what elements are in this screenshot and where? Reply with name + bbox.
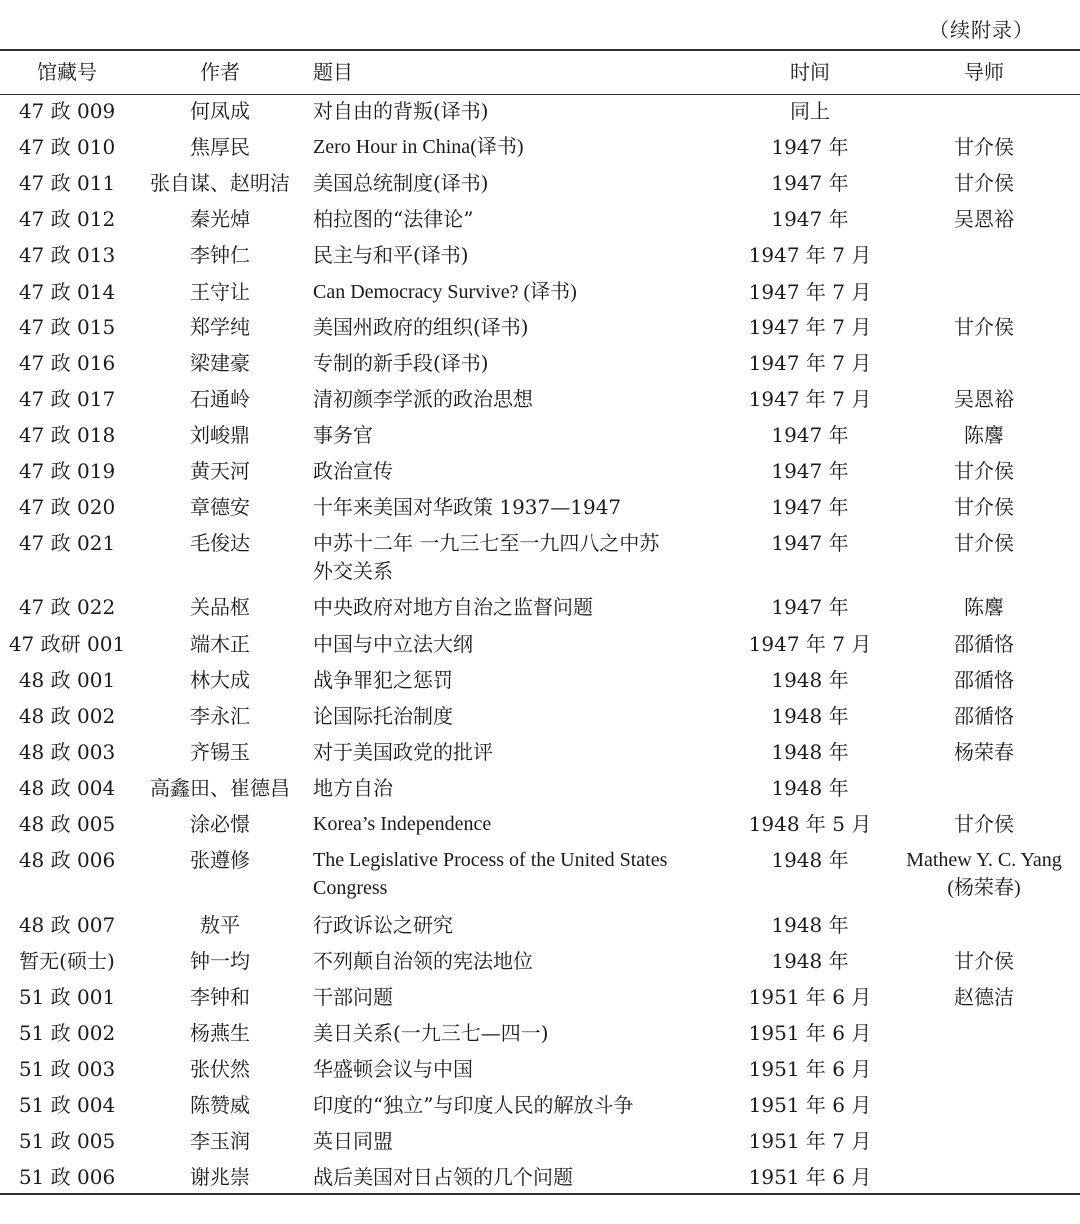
cell-id: 47 政 009 (18, 99, 116, 123)
cell-date: 1948 年 (771, 668, 849, 692)
cell-author: 涂必憬 (190, 812, 250, 836)
table-continuation-caption: （续附录） (929, 18, 1034, 42)
cell-author: 敖平 (200, 913, 240, 937)
header-date: 时间 (790, 60, 830, 84)
cell-author: 杨燕生 (190, 1021, 250, 1045)
cell-id: 51 政 005 (18, 1129, 116, 1153)
cell-id: 51 政 001 (18, 985, 116, 1009)
cell-date: 1948 年 (771, 776, 849, 800)
cell-author: 黄天河 (190, 459, 250, 483)
cell-advisor: 陈麐 (964, 423, 1004, 447)
cell-author: 李永汇 (190, 704, 250, 728)
cell-date: 同上 (790, 99, 830, 123)
cell-title: 行政诉讼之研究 (313, 913, 453, 937)
cell-id: 51 政 006 (18, 1165, 116, 1189)
cell-id: 47 政 012 (18, 207, 116, 231)
cell-advisor: 吴恩裕 (954, 207, 1014, 231)
header-author: 作者 (200, 60, 240, 84)
cell-advisor: Mathew Y. C. Yang (杨荣春) (906, 849, 1062, 899)
cell-title: 中央政府对地方自治之监督问题 (313, 595, 593, 619)
cell-id: 48 政 001 (18, 668, 116, 692)
cell-id: 暂无(硕士) (19, 949, 115, 973)
cell-author: 张伏然 (190, 1057, 250, 1081)
cell-id: 48 政 004 (18, 776, 116, 800)
cell-author: 焦厚民 (190, 135, 250, 159)
cell-title: Can Democracy Survive? (译书) (313, 281, 577, 303)
cell-id: 48 政 007 (18, 913, 116, 937)
table-header (0, 58, 1080, 86)
cell-advisor: 甘介侯 (954, 135, 1014, 159)
cell-advisor: 甘介侯 (954, 495, 1014, 519)
cell-title: Korea’s Independence (313, 813, 492, 835)
cell-title: The Legislative Process of the United States Congress (313, 849, 668, 899)
cell-title: 专制的新手段(译书) (313, 351, 489, 375)
cell-author: 刘峻鼎 (190, 423, 250, 447)
cell-id: 47 政 015 (18, 315, 116, 339)
cell-author: 李钟仁 (190, 243, 250, 267)
cell-title: 印度的“独立”与印度人民的解放斗争 (313, 1093, 634, 1117)
cell-date: 1951 年 6 月 (748, 1021, 872, 1045)
cell-title: 民主与和平(译书) (313, 243, 469, 267)
cell-date: 1948 年 (771, 949, 849, 973)
cell-advisor: 甘介侯 (954, 171, 1014, 195)
cell-date: 1947 年 (771, 207, 849, 231)
cell-advisor: 吴恩裕 (954, 387, 1014, 411)
cell-author: 高鑫田、崔德昌 (150, 776, 290, 800)
cell-date: 1948 年 (771, 704, 849, 728)
cell-id: 47 政 021 (18, 531, 116, 555)
cell-id: 47 政 016 (18, 351, 116, 375)
cell-advisor: 邵循恪 (954, 668, 1014, 692)
cell-author: 谢兆崇 (190, 1165, 250, 1189)
cell-date: 1951 年 7 月 (748, 1129, 872, 1153)
cell-date: 1948 年 (771, 848, 849, 872)
cell-date: 1947 年 7 月 (748, 387, 872, 411)
cell-title: 美国总统制度(译书) (313, 171, 489, 195)
cell-title: 政治宣传 (313, 459, 393, 483)
cell-title: Zero Hour in China(译书) (313, 136, 524, 158)
cell-date: 1947 年 7 月 (748, 243, 872, 267)
cell-id: 47 政 017 (18, 387, 116, 411)
cell-date: 1948 年 (771, 913, 849, 937)
cell-author: 钟一均 (190, 949, 250, 973)
cell-title: 不列颠自治领的宪法地位 (313, 949, 533, 973)
cell-title: 战争罪犯之惩罚 (313, 668, 453, 692)
cell-date: 1951 年 6 月 (748, 1057, 872, 1081)
cell-date: 1948 年 5 月 (748, 812, 872, 836)
cell-author: 章德安 (190, 495, 250, 519)
cell-title: 地方自治 (313, 776, 393, 800)
cell-advisor: 赵德洁 (954, 985, 1014, 1009)
cell-title: 十年来美国对华政策 1937—1947 (313, 495, 622, 519)
cell-id: 47 政研 001 (8, 632, 126, 656)
cell-id: 51 政 003 (18, 1057, 116, 1081)
cell-title: 中苏十二年 一九三七至一九四八之中苏外交关系 (313, 531, 660, 583)
cell-date: 1947 年 7 月 (748, 280, 872, 304)
cell-author: 张遵修 (190, 848, 250, 872)
cell-id: 47 政 018 (18, 423, 116, 447)
cell-date: 1947 年 (771, 595, 849, 619)
cell-title: 英日同盟 (313, 1129, 393, 1153)
cell-advisor: 邵循恪 (954, 632, 1014, 656)
header-title: 题目 (313, 60, 353, 84)
cell-title: 美国州政府的组织(译书) (313, 315, 529, 339)
cell-date: 1951 年 6 月 (748, 1165, 872, 1189)
cell-id: 47 政 020 (18, 495, 116, 519)
cell-id: 47 政 013 (18, 243, 116, 267)
cell-date: 1947 年 (771, 495, 849, 519)
cell-advisor: 甘介侯 (954, 812, 1014, 836)
cell-advisor: 陈麐 (964, 595, 1004, 619)
cell-title: 美日关系(一九三七—四一) (313, 1021, 549, 1045)
header-advisor: 导师 (964, 60, 1004, 84)
cell-title: 对自由的背叛(译书) (313, 99, 489, 123)
cell-date: 1947 年 (771, 135, 849, 159)
cell-title: 柏拉图的“法律论” (313, 207, 474, 231)
cell-id: 47 政 022 (18, 595, 116, 619)
cell-date: 1947 年 (771, 423, 849, 447)
cell-date: 1947 年 (771, 459, 849, 483)
cell-title: 中国与中立法大纲 (313, 632, 473, 656)
cell-id: 51 政 004 (18, 1093, 116, 1117)
cell-title: 战后美国对日占领的几个问题 (313, 1165, 573, 1189)
cell-advisor: 邵循恪 (954, 704, 1014, 728)
cell-id: 48 政 005 (18, 812, 116, 836)
cell-advisor: 甘介侯 (954, 949, 1014, 973)
cell-advisor: 甘介侯 (954, 531, 1014, 555)
cell-date: 1951 年 6 月 (748, 985, 872, 1009)
cell-date: 1947 年 7 月 (748, 351, 872, 375)
header-id: 馆藏号 (37, 60, 97, 84)
cell-advisor: 杨荣春 (954, 740, 1014, 764)
cell-author: 端木正 (190, 632, 250, 656)
cell-author: 郑学纯 (190, 315, 250, 339)
cell-title: 事务官 (313, 423, 373, 447)
cell-id: 48 政 006 (18, 848, 116, 872)
cell-title: 论国际托治制度 (313, 704, 453, 728)
cell-id: 47 政 010 (18, 135, 116, 159)
cell-author: 王守让 (190, 280, 250, 304)
table-bottom-rule (0, 1193, 1080, 1195)
table-top-rule (0, 49, 1080, 51)
cell-advisor: 甘介侯 (954, 315, 1014, 339)
cell-date: 1951 年 6 月 (748, 1093, 872, 1117)
cell-author: 陈赞威 (190, 1093, 250, 1117)
cell-date: 1947 年 (771, 531, 849, 555)
cell-author: 张自谋、赵明洁 (150, 171, 290, 195)
cell-date: 1947 年 (771, 171, 849, 195)
cell-date: 1947 年 7 月 (748, 632, 872, 656)
cell-title: 华盛顿会议与中国 (313, 1057, 473, 1081)
cell-author: 石通岭 (190, 387, 250, 411)
cell-author: 林大成 (190, 668, 250, 692)
cell-author: 梁建豪 (190, 351, 250, 375)
cell-id: 47 政 019 (18, 459, 116, 483)
cell-title: 对于美国政党的批评 (313, 740, 493, 764)
cell-date: 1947 年 7 月 (748, 315, 872, 339)
cell-author: 齐锡玉 (190, 740, 250, 764)
cell-id: 47 政 011 (18, 171, 116, 195)
cell-title: 清初颜李学派的政治思想 (313, 387, 533, 411)
cell-author: 毛俊达 (190, 531, 250, 555)
cell-author: 何凤成 (190, 99, 250, 123)
cell-author: 关品枢 (190, 595, 250, 619)
cell-author: 李钟和 (190, 985, 250, 1009)
cell-id: 48 政 003 (18, 740, 116, 764)
cell-id: 48 政 002 (18, 704, 116, 728)
cell-title: 干部问题 (313, 985, 393, 1009)
cell-id: 51 政 002 (18, 1021, 116, 1045)
table-header-rule (0, 94, 1080, 95)
cell-date: 1948 年 (771, 740, 849, 764)
cell-id: 47 政 014 (18, 280, 116, 304)
cell-author: 秦光焯 (190, 207, 250, 231)
cell-author: 李玉润 (190, 1129, 250, 1153)
cell-advisor: 甘介侯 (954, 459, 1014, 483)
